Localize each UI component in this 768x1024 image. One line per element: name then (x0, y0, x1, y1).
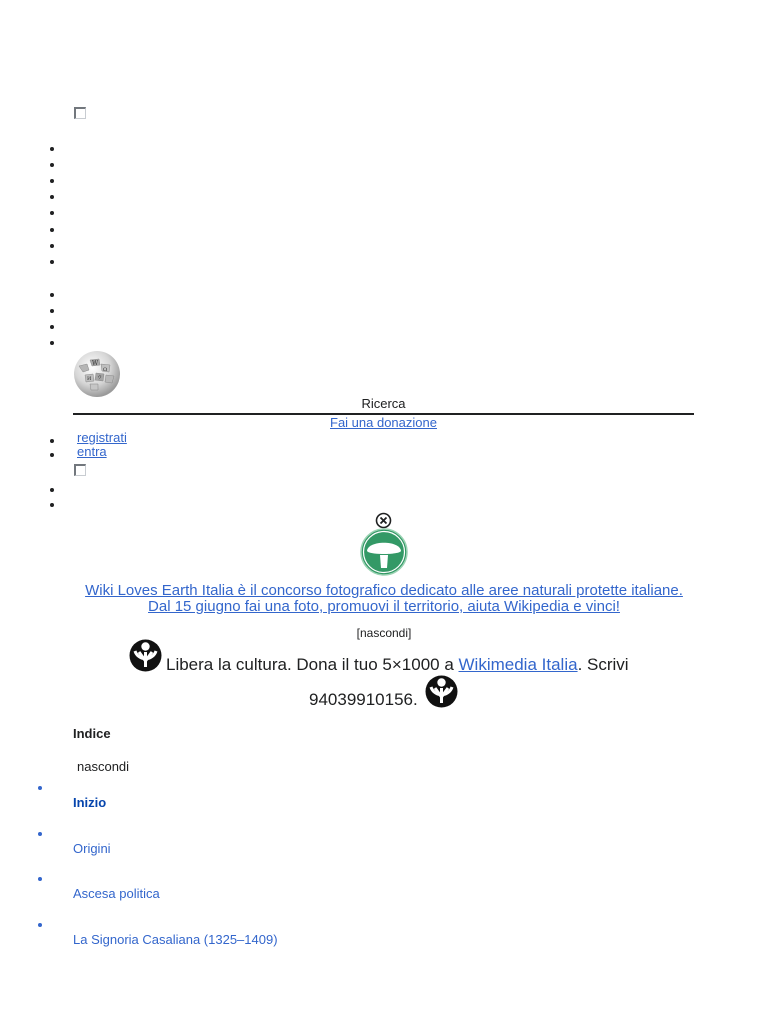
donation-text-after: . Scrivi (577, 655, 629, 674)
register-link[interactable]: registrati (77, 430, 127, 445)
list-item[interactable] (50, 163, 54, 167)
wikipedia-logo[interactable] (73, 350, 123, 398)
list-item[interactable] (50, 228, 54, 232)
banner-hide-link[interactable]: [nascondi] (356, 626, 412, 640)
list-item (50, 439, 54, 443)
toc-title: Indice (73, 726, 111, 741)
list-item[interactable] (50, 195, 54, 199)
donation-text-before: Libera la cultura. Dona il tuo 5×1000 a (166, 655, 459, 674)
wikimedia-logo (425, 675, 458, 708)
list-item[interactable] (50, 341, 54, 345)
wikimedia-italia-link[interactable]: Wikimedia Italia (458, 655, 578, 674)
list-item (50, 453, 54, 457)
toc-bullet (38, 786, 42, 790)
wikimedia-logo (129, 639, 162, 672)
svg-text:ウ: ウ (97, 375, 103, 381)
banner-text-line-1[interactable]: Wiki Loves Earth Italia è il concorso fotografico dedicato alle aree naturali protette italiane. (85, 582, 683, 599)
main-menu-checkbox[interactable] (74, 107, 86, 119)
banner-text-line-2[interactable]: Dal 15 giugno fai una foto, promuovi il territorio, aiuta Wikipedia e vinci! (148, 598, 620, 615)
list-item[interactable] (50, 179, 54, 183)
toc-item-ascesa-politica[interactable]: Ascesa politica (73, 886, 160, 901)
close-circle-icon (375, 512, 392, 529)
list-item[interactable] (50, 260, 54, 264)
list-item[interactable] (50, 488, 54, 492)
wikipedia-globe-icon (73, 350, 123, 398)
list-item[interactable] (50, 293, 54, 297)
toc-item-inizio[interactable]: Inizio (73, 795, 107, 810)
svg-text:И: И (87, 376, 92, 382)
list-item[interactable] (50, 244, 54, 248)
toc-toggle-button[interactable]: nascondi (77, 759, 130, 774)
tree-icon (359, 528, 409, 576)
toc-item-origini[interactable]: Origini (73, 841, 111, 856)
svg-text:W: W (92, 360, 99, 367)
toc-item-signoria-casaliana[interactable]: La Signoria Casaliana (1325–1409) (73, 932, 278, 947)
list-item[interactable] (50, 309, 54, 313)
list-item[interactable] (50, 503, 54, 507)
donate-link[interactable]: Fai una donazione (330, 415, 437, 430)
user-menu-checkbox[interactable] (74, 464, 86, 476)
toc-bullet (38, 923, 42, 927)
toc-bullet (38, 877, 42, 881)
donation-code: 94039910156. (309, 690, 418, 709)
banner-close-button[interactable] (375, 512, 392, 529)
wikimedia-logo-icon (425, 675, 458, 708)
search-label: Ricerca (361, 396, 406, 411)
donation-text-line-1 (166, 655, 629, 675)
list-item[interactable] (50, 211, 54, 215)
list-item[interactable] (50, 147, 54, 151)
svg-text:Ω: Ω (103, 367, 108, 373)
wikimedia-logo-icon (129, 639, 162, 672)
login-link[interactable]: entra (77, 444, 107, 459)
list-item[interactable] (50, 325, 54, 329)
campaign-logo[interactable] (359, 528, 409, 576)
toc-bullet (38, 832, 42, 836)
